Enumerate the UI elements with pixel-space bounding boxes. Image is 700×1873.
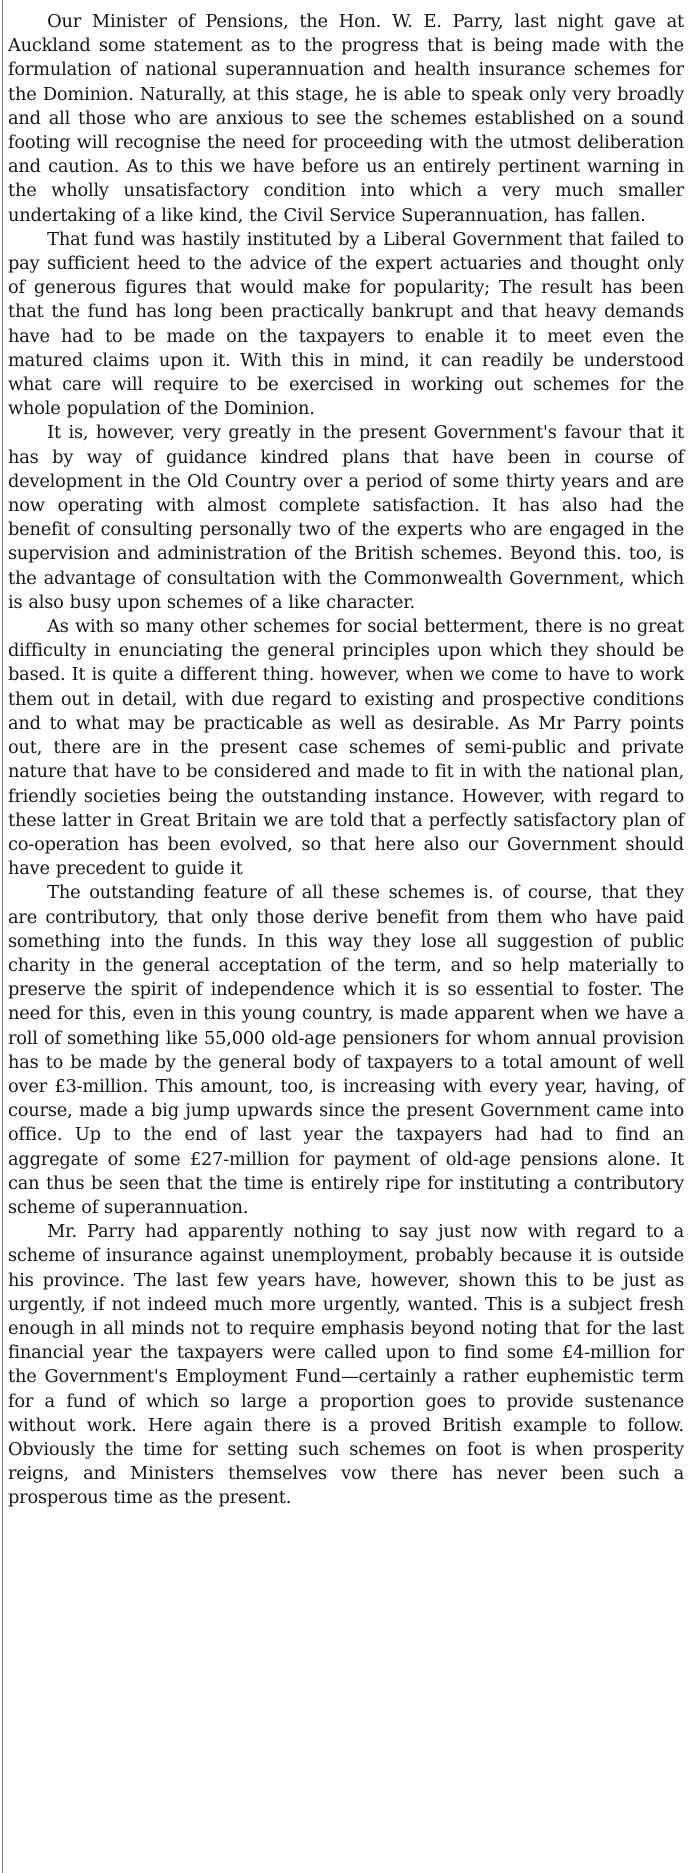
column-rule xyxy=(2,0,3,1873)
paragraph-6: Mr. Parry had apparently nothing to say just now with regard to a scheme of insurance against unemployment, probably because it is outside his province. The last few years have, however, shown this to be just as urgently, if not indeed much more urgently, wanted. This is a subject fresh enough in all minds not to require emphasis beyond noting that for the last financial year the taxpayers were called upon to find some £4-million for the Government's Employment Fund—certainly a rather euphemistic term for a fund of which so large a proportion goes to provide sustenance without work. Here again there is a proved British example to follow. Obviously the time for setting such schemes on foot is when prosperity reigns, and Ministers themselves vow there has never been such a prosperous time as the present. xyxy=(8,1221,684,1509)
paragraph-1: Our Minister of Pensions, the Hon. W. E. Parry, last night gave at Auckland some statement as to the progress that is being made with the formulation of national superannuation and health insurance schemes for the Dominion. Naturally, at this stage, he is able to speak only very broadly and all those who are anxious to see the schemes established on a sound footing will recognise the need for proceeding with the utmost deliberation and caution. As to this we have before us an entirely pertinent warning in the wholly unsatisfactory condition into which a very much smaller undertaking of a like kind, the Civil Service Superannuation, has fallen. xyxy=(8,11,684,226)
paragraph-3: It is, however, very greatly in the present Government's favour that it has by way of guidance kindred plans that have been in course of development in the Old Country over a period of some thirty years and are now operating with almost complete satisfaction. It has also had the benefit of consulting personally two of the experts who are engaged in the supervision and administration of the British schemes. Beyond this. too, is the advantage of consultation with the Commonwealth Government, which is also busy upon schemes of a like character. xyxy=(8,422,684,613)
editorial-article xyxy=(8,10,684,1511)
paragraph-4: As with so many other schemes for social betterment, there is no great difficulty in enunciating the general principles upon which they should be based. It is quite a different thing. however, when we come to have to work them out in detail, with due regard to existing and prospective conditions and to what may be practicable as well as desirable. As Mr Parry points out, there are in the present case schemes of semi-public and private nature that have to be considered and made to fit in with the national plan, friendly societies being the outstanding instance. However, with regard to these latter in Great Britain we are told that a perfectly satisfactory plan of co-operation has been evolved, so that here also our Government should have precedent to guide it xyxy=(8,616,684,880)
paragraph-2: That fund was hastily instituted by a Liberal Government that failed to pay sufficient heed to the advice of the expert actuaries and thought only of generous figures that would make for popularity; The result has been that the fund has long been practically bankrupt and that heavy demands have had to be made on the taxpayers to enable it to meet even the matured claims upon it. With this in mind, it can readily be understood what care will require to be exercised in working out schemes for the whole population of the Dominion. xyxy=(8,228,684,420)
paragraph-5: The outstanding feature of all these schemes is. of course, that they are contributory, that only those derive benefit from them who have paid something into the funds. In this way they lose all suggestion of public charity in the general acceptation of the term, and so help materially to preserve the spirit of independence which it is so essential to foster. The need for this, even in this young country, is made apparent when we have a roll of something like 55,000 old-age pensioners for whom annual provision has to be made by the general body of taxpayers to a total amount of well over £3-million. This amount, too, is increasing with every year, having, of course, made a big jump upwards since the present Government came into office. Up to the end of last year the taxpayers had had to find an aggregate of some £27-million for payment of old-age pensions alone. It can thus be seen that the time is entirely ripe for instituting a contributory scheme of superannuation. xyxy=(8,882,684,1218)
